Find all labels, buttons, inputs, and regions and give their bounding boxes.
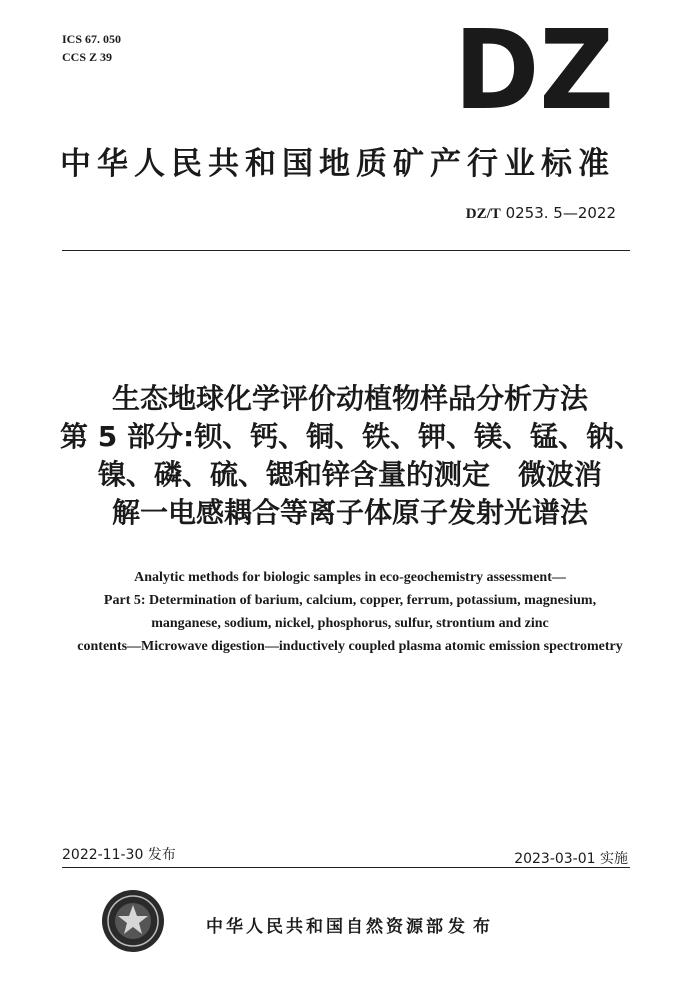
bottom-divider (62, 867, 630, 868)
en-title-line: Part 5: Determination of barium, calcium, copper, ferrum, potassium, magnesium, (103, 593, 597, 608)
issuing-authority: 中华人民共和国自然资源部 (206, 917, 446, 937)
en-title-line: manganese, sodium, nickel, phosphorus, sulfur, strontium and zinc (151, 616, 549, 631)
standard-code: 0253. 5—2022 (505, 204, 616, 222)
top-divider (62, 250, 630, 251)
cn-title-line: 解一电感耦合等离子体原子发射光谱法 (111, 496, 588, 529)
english-title (40, 566, 660, 658)
en-title-line: Analytic methods for biologic samples in eco-geochemistry assessment— (134, 570, 566, 585)
issue-date: 2022-11-30 发布 (62, 847, 176, 863)
dz-logo (452, 18, 616, 118)
ics-code: ICS 67. 050 (62, 32, 122, 46)
standard-number (466, 204, 616, 223)
national-emblem-seal (100, 888, 166, 954)
ccs-code: CCS Z 39 (62, 50, 113, 64)
classification-codes (62, 30, 121, 66)
standard-prefix: DZ/T (465, 206, 501, 222)
implementation-date: 2023-03-01 实施 (514, 851, 628, 867)
cn-title-line: 镍、磷、硫、锶和锌含量的测定 微波消 (97, 458, 602, 491)
chinese-title (60, 380, 643, 532)
ministry-title: 中华人民共和国地质矿产行业标准 (60, 146, 615, 182)
cn-title-line: 第 5 部分:钡、钙、铜、铁、钾、镁、锰、钠、 (60, 420, 643, 453)
publish-label: 发布 (448, 917, 498, 937)
cn-title-line: 生态地球化学评价动植物样品分析方法 (111, 382, 588, 415)
en-title-line: contents—Microwave digestion—inductively coupled plasma atomic emission spectrometry (77, 639, 623, 654)
dz-logo-text: DZ (454, 18, 614, 118)
